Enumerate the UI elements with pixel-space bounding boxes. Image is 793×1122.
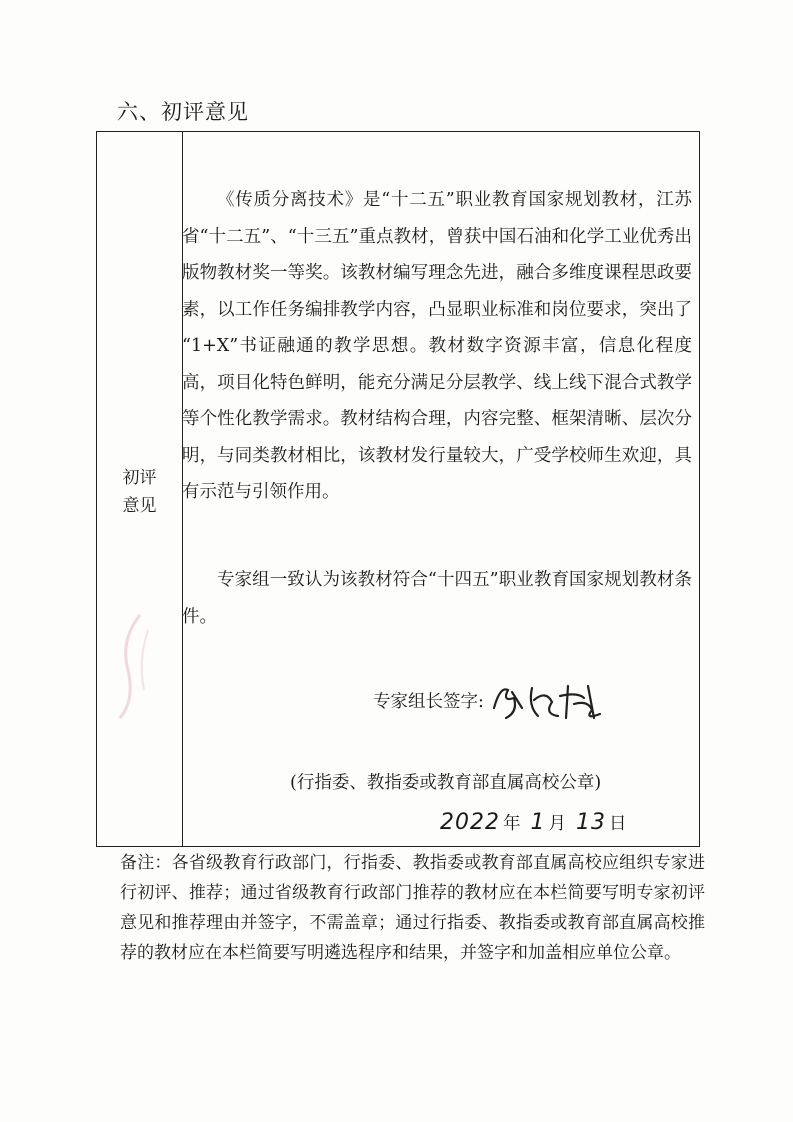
- signature-line: [373, 678, 608, 722]
- handwritten-signature: [488, 678, 608, 722]
- date-month-unit: 月: [548, 814, 566, 834]
- footnote: 备注：各省级教育行政部门，行指委、教指委或教育部直属高校应组织专家进行初评、推荐；通过省级教育行政部门推荐的教材应在本栏简要写明专家初评意见和推荐理由并签字，不需盖章；通过行指委、教指委或教育部直属高校推荐的教材应在本栏简要写明遴选程序和结果，并签字和加盖相应单位公章。: [120, 853, 705, 963]
- date-month: 1: [530, 810, 546, 835]
- date-year: 2022: [440, 810, 500, 835]
- date-line: [440, 810, 637, 835]
- row-label-line-1: 初评: [122, 468, 157, 488]
- date-year-unit: 年: [503, 814, 521, 834]
- date-day: 13: [576, 810, 606, 835]
- seal-label: (行指委、教指委或教育部直属高校公章): [290, 773, 602, 793]
- review-paragraph-2: 专家组一致认为该教材符合“十四五”职业教育国家规划教材条件。: [182, 570, 692, 627]
- row-label-line-2: 意见: [122, 496, 157, 516]
- signature-label: 专家组长签字:: [373, 691, 484, 712]
- section-title: 六、初评意见: [117, 100, 249, 124]
- review-paragraph-1: 《传质分离技术》是“十二五”职业教育国家规划教材，江苏省“十二五”、“十三五”重点教材，曾获中国石油和化学工业优秀出版物教材奖一等奖。该教材编写理念先进，融合多维度课程思政要素，以工作任务编排教学内容，凸显职业标准和岗位要求，突出了 “1+X”书证融通的教学思想。教材数字资源丰富，信息化程度高，项目化特色鲜明，能充分满足分层教学、线上线下混合式教学等个性化教学需求。教材结构合理，内容完整、框架清晰、层次分明，与同类教材相比，该教材发行量较大，广受学校师生欢迎，具有示范与引领作用。: [182, 190, 692, 502]
- row-label: [97, 464, 182, 520]
- faint-stamp-trace: [100, 610, 160, 720]
- date-day-unit: 日: [609, 814, 627, 834]
